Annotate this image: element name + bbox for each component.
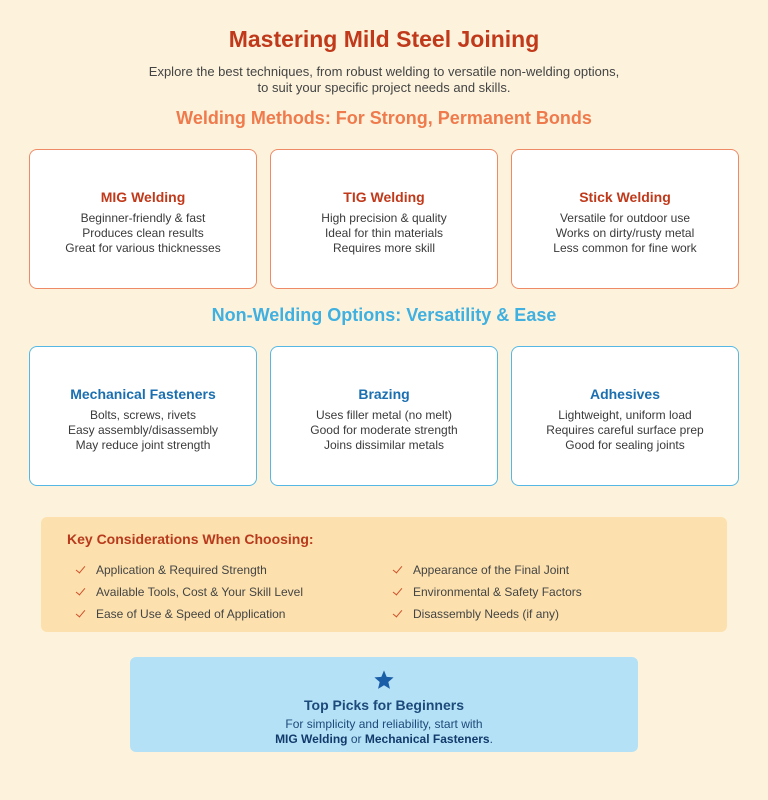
card-title: TIG Welding	[343, 188, 425, 205]
card-line: Requires more skill	[332, 240, 436, 255]
card-line: Bolts, screws, rivets	[89, 407, 197, 422]
card-brazing	[270, 346, 498, 486]
consideration-item	[75, 585, 303, 599]
card-line: Great for various thicknesses	[65, 240, 221, 255]
card-line: Joins dissimilar metals	[323, 437, 445, 452]
consideration-text: Application & Required Strength	[96, 563, 267, 577]
consideration-item	[75, 607, 285, 621]
card-title: Mechanical Fasteners	[70, 385, 216, 402]
consideration-text: Environmental & Safety Factors	[413, 585, 582, 599]
page-title: Mastering Mild Steel Joining	[228, 26, 540, 52]
top-picks-title: Top Picks for Beginners	[304, 697, 464, 713]
card-line: Produces clean results	[82, 225, 204, 240]
top-picks-line-2	[130, 732, 638, 747]
pick-joiner: or	[347, 732, 365, 746]
subtitle-line-1: Explore the best techniques, from robust welding to versatile non-welding options,	[148, 64, 620, 79]
consideration-text: Available Tools, Cost & Your Skill Level	[96, 585, 304, 599]
star-icon	[373, 669, 395, 691]
pick-mig-welding: MIG Welding	[275, 732, 348, 746]
card-title: Brazing	[358, 385, 410, 402]
card-line: Works on dirty/rusty metal	[555, 225, 695, 240]
card-line: Lightweight, uniform load	[558, 407, 692, 422]
card-line: Beginner-friendly & fast	[80, 210, 206, 225]
welding-heading: Welding Methods: For Strong, Permanent Bonds	[176, 108, 592, 128]
subtitle-line-2: to suit your specific project needs and skills.	[257, 80, 511, 95]
non-welding-heading: Non-Welding Options: Versatility & Ease	[211, 305, 557, 325]
check-icon	[75, 586, 87, 598]
considerations-panel	[41, 517, 727, 632]
consideration-text: Appearance of the Final Joint	[413, 563, 570, 577]
check-icon	[392, 586, 404, 598]
card-adhesives	[511, 346, 739, 486]
check-icon	[392, 564, 404, 576]
card-line: Less common for fine work	[553, 240, 697, 255]
card-mig-welding	[29, 149, 257, 289]
top-picks-line-1: For simplicity and reliability, start with	[285, 717, 483, 731]
card-line: Requires careful surface prep	[546, 422, 704, 437]
considerations-title: Key Considerations When Choosing:	[67, 531, 314, 547]
card-line: Versatile for outdoor use	[559, 210, 691, 225]
card-mechanical-fasteners	[29, 346, 257, 486]
pick-end: .	[489, 732, 493, 746]
card-line: Good for sealing joints	[565, 437, 685, 452]
check-icon	[392, 608, 404, 620]
pick-mechanical-fasteners: Mechanical Fasteners	[364, 732, 490, 746]
card-tig-welding	[270, 149, 498, 289]
top-picks-panel	[130, 657, 638, 752]
card-line: May reduce joint strength	[75, 437, 211, 452]
consideration-text: Ease of Use & Speed of Application	[96, 607, 286, 621]
card-line: Easy assembly/disassembly	[67, 422, 219, 437]
consideration-item	[392, 607, 559, 621]
card-line: Ideal for thin materials	[324, 225, 444, 240]
card-stick-welding	[511, 149, 739, 289]
card-line: Good for moderate strength	[310, 422, 458, 437]
consideration-text: Disassembly Needs (if any)	[413, 607, 560, 621]
top-picks-text	[130, 717, 638, 747]
card-line: Uses filler metal (no melt)	[315, 407, 453, 422]
card-line: High precision & quality	[321, 210, 447, 225]
check-icon	[75, 608, 87, 620]
consideration-item	[75, 563, 267, 577]
card-title: MIG Welding	[100, 188, 186, 205]
card-title: Stick Welding	[579, 188, 671, 205]
consideration-item	[392, 585, 582, 599]
card-title: Adhesives	[589, 385, 661, 402]
page-subtitle	[0, 64, 768, 96]
check-icon	[75, 564, 87, 576]
consideration-item	[392, 563, 569, 577]
